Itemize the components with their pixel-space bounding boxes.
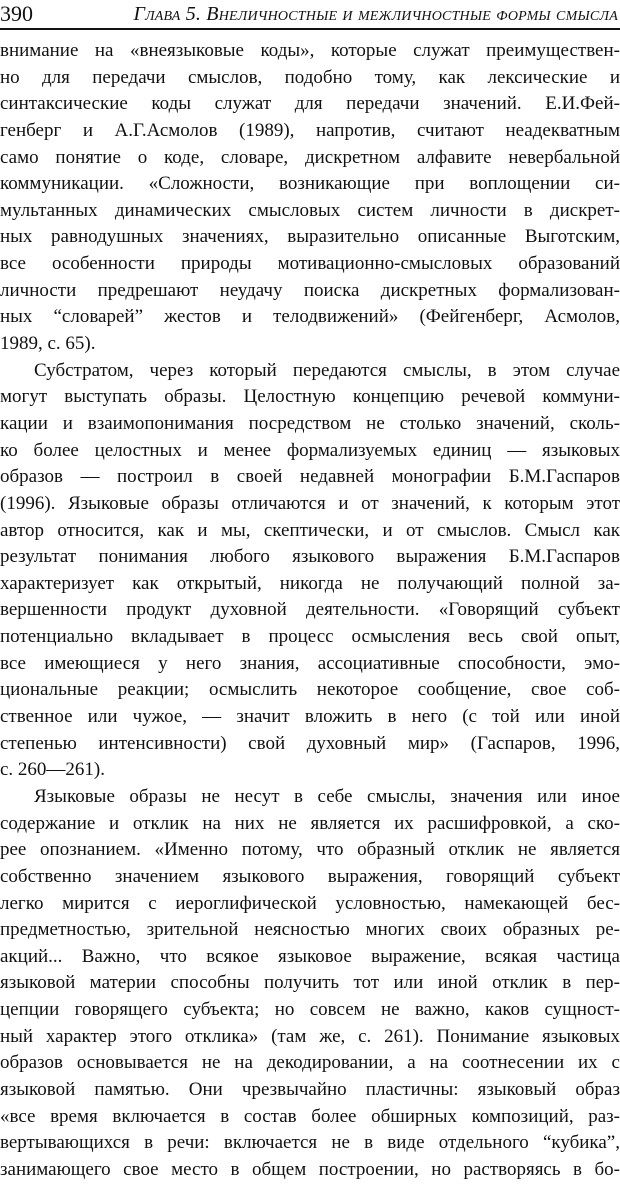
text-line: ный характер этого отклика» (там же, с. 261). Понимание языковых	[0, 1025, 620, 1047]
body-text	[0, 38, 620, 1184]
text-line: но для передачи смыслов, подобно тому, как лексические и	[0, 66, 620, 88]
text-line: цепции говорящего субъекта; но совсем не важно, каков сущност-	[0, 999, 620, 1021]
text-line: легко мирится с иероглифической условностью, намекающей бес-	[0, 892, 620, 914]
text-line: ственное или чужое, — значит вложить в него (с той или иной	[0, 706, 620, 728]
text-line: коммуникации. «Сложности, возникающие при воплощении си-	[0, 173, 620, 195]
text-line: внимание на «внеязыковые коды», которые служат преимуществен-	[0, 40, 620, 61]
text-line: 1989, с. 65).	[0, 333, 96, 355]
text-line: «все время включается в состав более обширных композиций, раз-	[0, 1105, 620, 1127]
text-line: кации и взаимопонимания посредством не столько значений, сколь-	[0, 412, 620, 434]
text-line: с. 260—261).	[0, 759, 106, 781]
paragraph-1	[0, 38, 620, 358]
text-line: характеризует как открытый, никогда не получающий полной за-	[0, 572, 620, 594]
text-line: образов основывается не на декодировании, а на соотнесении их с	[0, 1052, 620, 1074]
text-line: синтаксические коды служат для передачи значений. Е.И.Фей-	[0, 93, 620, 115]
page-number: 390	[0, 1, 33, 26]
text-line: автор относится, как и мы, скептически, и от смыслов. Смысл как	[0, 519, 620, 541]
text-line: образов — построил в своей недавней монографии Б.М.Гаспаров	[0, 466, 620, 488]
running-head: Глава 5. Внеличностные и межличностные формы смысла	[133, 3, 618, 25]
text-line: ных “словарей” жестов и телодвижений» (Фейгенберг, Асмолов,	[0, 306, 620, 328]
text-line: степенью интенсивности) свой духовный мир» (Гаспаров, 1996,	[0, 732, 620, 754]
paragraph-3	[0, 784, 620, 1184]
text-line: предметностью, зрительной неясностью многих своих образных ре-	[0, 919, 620, 941]
text-line: Субстратом, через который передаются смыслы, в этом случае	[34, 359, 620, 381]
text-line: само понятие о коде, словаре, дискретном алфавите невербальной	[0, 146, 620, 168]
text-line: занимающего свое место в общем построении, но растворяясь в бо-	[0, 1158, 620, 1180]
text-line: все особенности природы мотивационно-смысловых образований	[0, 253, 620, 275]
page-header	[0, 2, 620, 30]
text-line: (1996). Языковые образы отличаются и от значений, к которым этот	[0, 492, 620, 514]
text-line: вершенности продукт духовной деятельности. «Говорящий субъект	[0, 599, 620, 621]
text-line: ных равнодушных значениях, выразительно описанные Выготским,	[0, 226, 620, 248]
text-line: ко более целостных и менее формализуемых единиц — языковых	[0, 439, 620, 461]
text-line: циональные реакции; осмыслить некоторое сообщение, свое соб-	[0, 679, 620, 701]
text-line: акций... Важно, что всякое языковое выражение, всякая частица	[0, 945, 620, 967]
text-line: собственно значением языкового выражения, говорящий субъект	[0, 865, 620, 887]
text-line: языковой памятью. Они чрезвычайно пластичны: языковый образ	[0, 1078, 620, 1100]
text-line: мультанных динамических смысловых систем личности в дискрет-	[0, 199, 620, 221]
text-line: потенциально вкладывает в процесс осмысления весь свой опыт,	[0, 626, 620, 648]
paragraph-2	[0, 358, 620, 784]
text-line: рее опознанием. «Именно потому, что образный отклик не является	[0, 839, 620, 861]
text-line: личности предрешают неудачу поиска дискретных формализован-	[0, 279, 620, 301]
text-line: содержание и отклик на них не является их расшифровкой, а ско-	[0, 812, 620, 834]
text-line: результат понимания любого языкового выражения Б.М.Гаспаров	[0, 546, 620, 568]
text-line: все имеющиеся у него знания, ассоциативные способности, эмо-	[0, 652, 620, 674]
text-line: могут выступать образы. Целостную концепцию речевой коммуни-	[0, 386, 620, 408]
text-line: вертывающихся в речи: включается не в виде отдельного “кубика”,	[0, 1132, 620, 1154]
text-line: Языковые образы не несут в себе смыслы, значения или иное	[34, 785, 620, 807]
text-line: генберг и А.Г.Асмолов (1989), напротив, считают неадекватным	[0, 119, 620, 141]
text-line: языковой материи способны получить тот или иной отклик в пер-	[0, 972, 620, 994]
